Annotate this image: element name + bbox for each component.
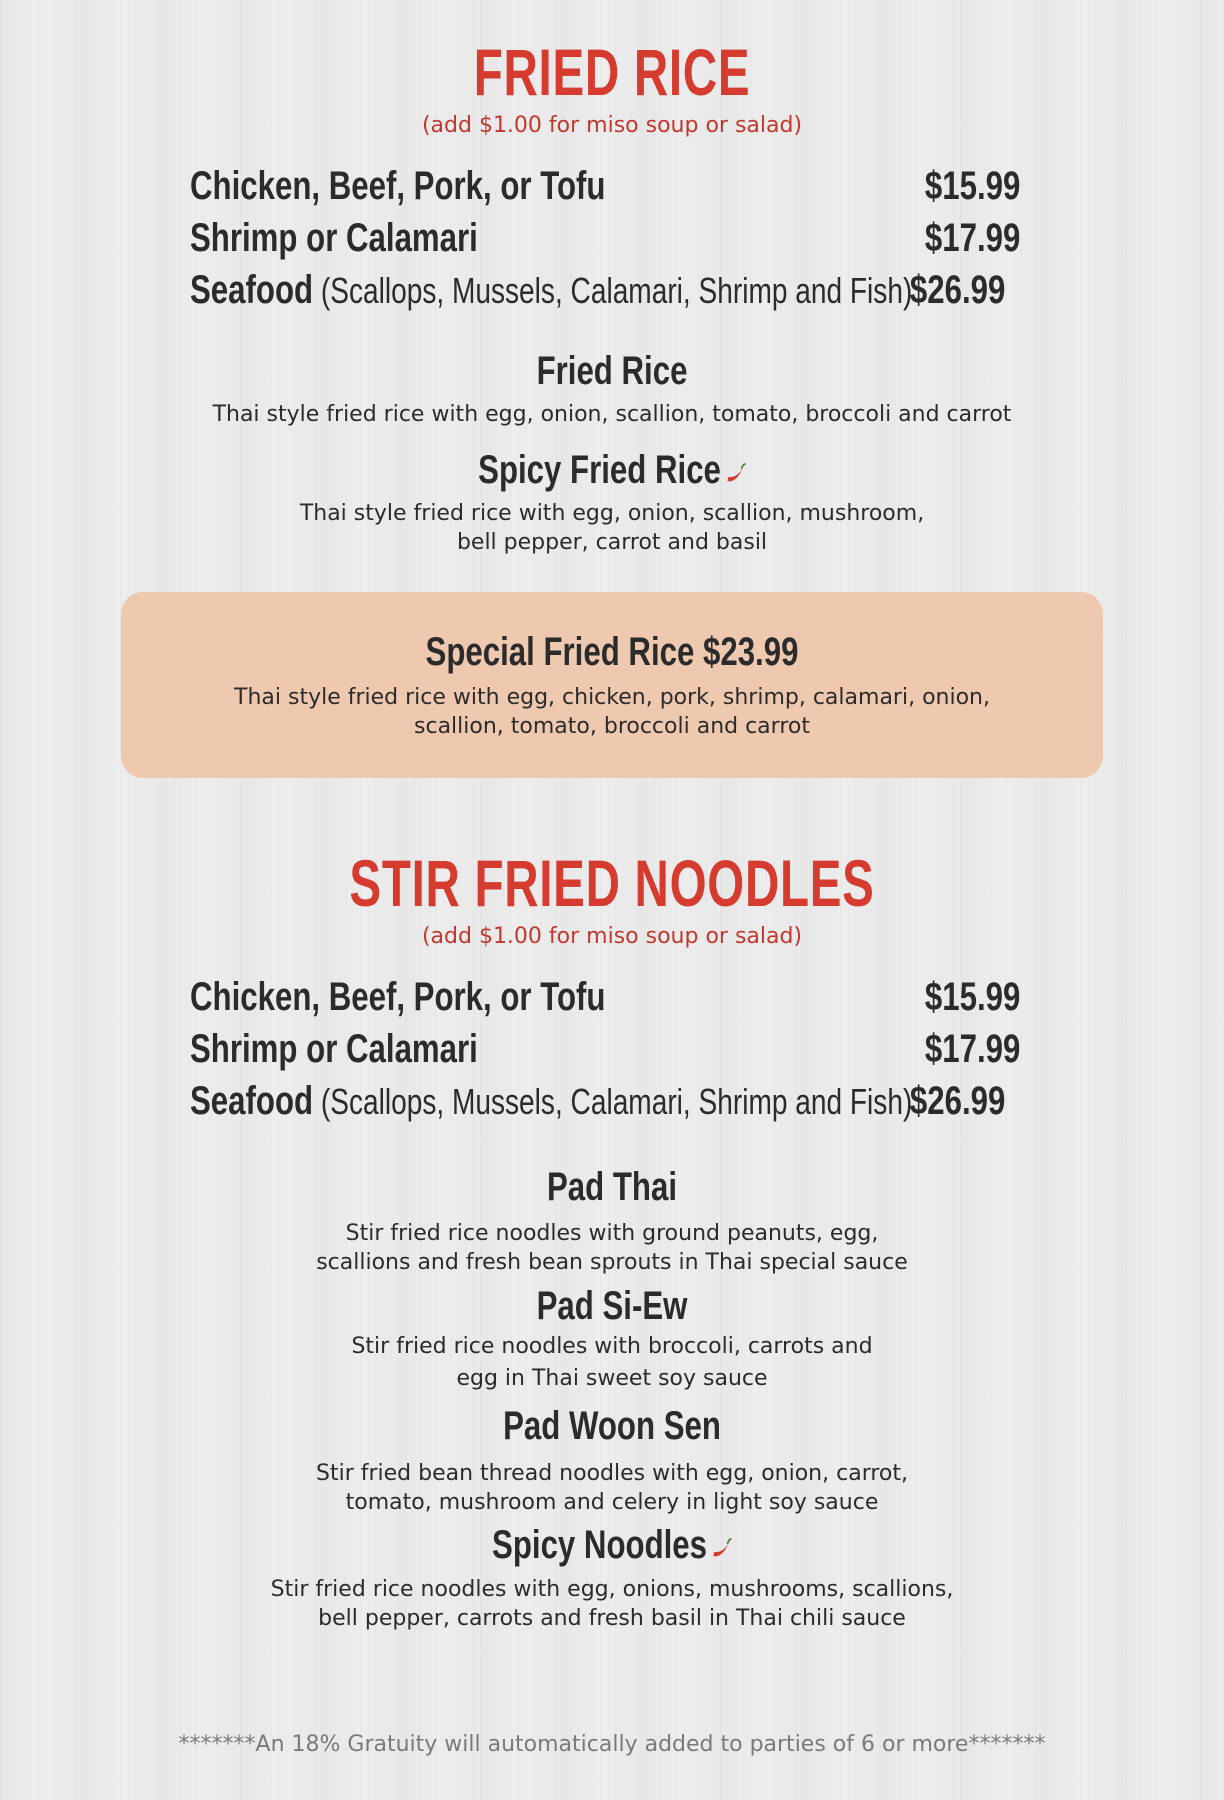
- chili-pepper-icon: [710, 1525, 732, 1570]
- dish-name: Pad Thai: [546, 1165, 678, 1209]
- dish-description: bell pepper, carrots and fresh basil in Thai chili sauce: [318, 1606, 906, 1631]
- price-value: $26.99: [909, 268, 1005, 312]
- dish-description: Thai style fried rice with egg, chicken, pork, shrimp, calamari, onion,: [234, 685, 990, 710]
- price-item-label: Chicken, Beef, Pork, or Tofu: [190, 975, 606, 1019]
- fried-rice-price-row: [190, 216, 1020, 264]
- dish-description: Stir fried bean thread noodles with egg, onion, carrot,: [316, 1461, 908, 1486]
- fried-rice-note: (add $1.00 for miso soup or salad): [421, 113, 803, 138]
- dish-name: Spicy Noodles: [492, 1523, 708, 1567]
- price-item-detail: (Scallops, Mussels, Calamari, Shrimp and Fish): [313, 270, 913, 311]
- price-item-label: Shrimp or Calamari: [190, 1027, 478, 1071]
- dish-description: egg in Thai sweet soy sauce: [456, 1366, 768, 1391]
- dish-name: Spicy Fried Rice: [478, 448, 721, 492]
- dish-description: Stir fried rice noodles with egg, onions, mushrooms, scallions,: [270, 1577, 954, 1602]
- price-item-label: Shrimp or Calamari: [190, 216, 478, 260]
- dish-description: Thai style fried rice with egg, onion, scallion, mushroom,: [299, 501, 925, 526]
- price-value: $15.99: [924, 164, 1020, 208]
- noodles-price-row: [190, 1027, 1020, 1075]
- price-item-label: Chicken, Beef, Pork, or Tofu: [190, 164, 606, 208]
- dish-description: Thai style fried rice with egg, onion, scallion, tomato, broccoli and carrot: [212, 402, 1012, 427]
- price-value: $17.99: [924, 1027, 1020, 1071]
- noodles-title: STIR FRIED NOODLES: [349, 846, 875, 920]
- fried-rice-price-row: [190, 268, 1015, 316]
- dish-description: scallion, tomato, broccoli and carrot: [414, 714, 810, 739]
- noodles-price-row: [190, 1079, 1015, 1127]
- chili-pepper-icon: [724, 450, 746, 495]
- dish-description: Stir fried rice noodles with broccoli, carrots and: [351, 1334, 873, 1359]
- dish-name: Fried Rice: [536, 349, 688, 393]
- fried-rice-title: FRIED RICE: [473, 35, 751, 109]
- fried-rice-price-row: [190, 164, 1020, 212]
- price-item-detail: (Scallops, Mussels, Calamari, Shrimp and Fish): [313, 1081, 913, 1122]
- price-value: $17.99: [924, 216, 1020, 260]
- dish-description: scallions and fresh bean sprouts in Thai special sauce: [316, 1250, 908, 1275]
- dish-description: Stir fried rice noodles with ground peanuts, egg,: [345, 1221, 879, 1246]
- dish-description: bell pepper, carrot and basil: [456, 530, 768, 555]
- dish-name-row: [135, 448, 1090, 495]
- price-item-label: Seafood (Scallops, Mussels, Calamari, Shrimp and Fish): [190, 1079, 913, 1123]
- noodles-price-row: [190, 975, 1020, 1023]
- dish-name-row: [135, 1523, 1090, 1570]
- price-value: $26.99: [909, 1079, 1005, 1123]
- dish-name: Pad Woon Sen: [503, 1404, 721, 1448]
- dish-name: Pad Si-Ew: [536, 1284, 688, 1328]
- price-value: $15.99: [924, 975, 1020, 1019]
- price-item-label: Seafood (Scallops, Mussels, Calamari, Shrimp and Fish): [190, 268, 913, 312]
- gratuity-footer: *******An 18% Gratuity will automatically added to parties of 6 or more*******: [178, 1732, 1046, 1757]
- special-dish-name: Special Fried Rice $23.99: [425, 630, 799, 674]
- dish-description: tomato, mushroom and celery in light soy sauce: [345, 1490, 879, 1515]
- noodles-note: (add $1.00 for miso soup or salad): [421, 924, 803, 949]
